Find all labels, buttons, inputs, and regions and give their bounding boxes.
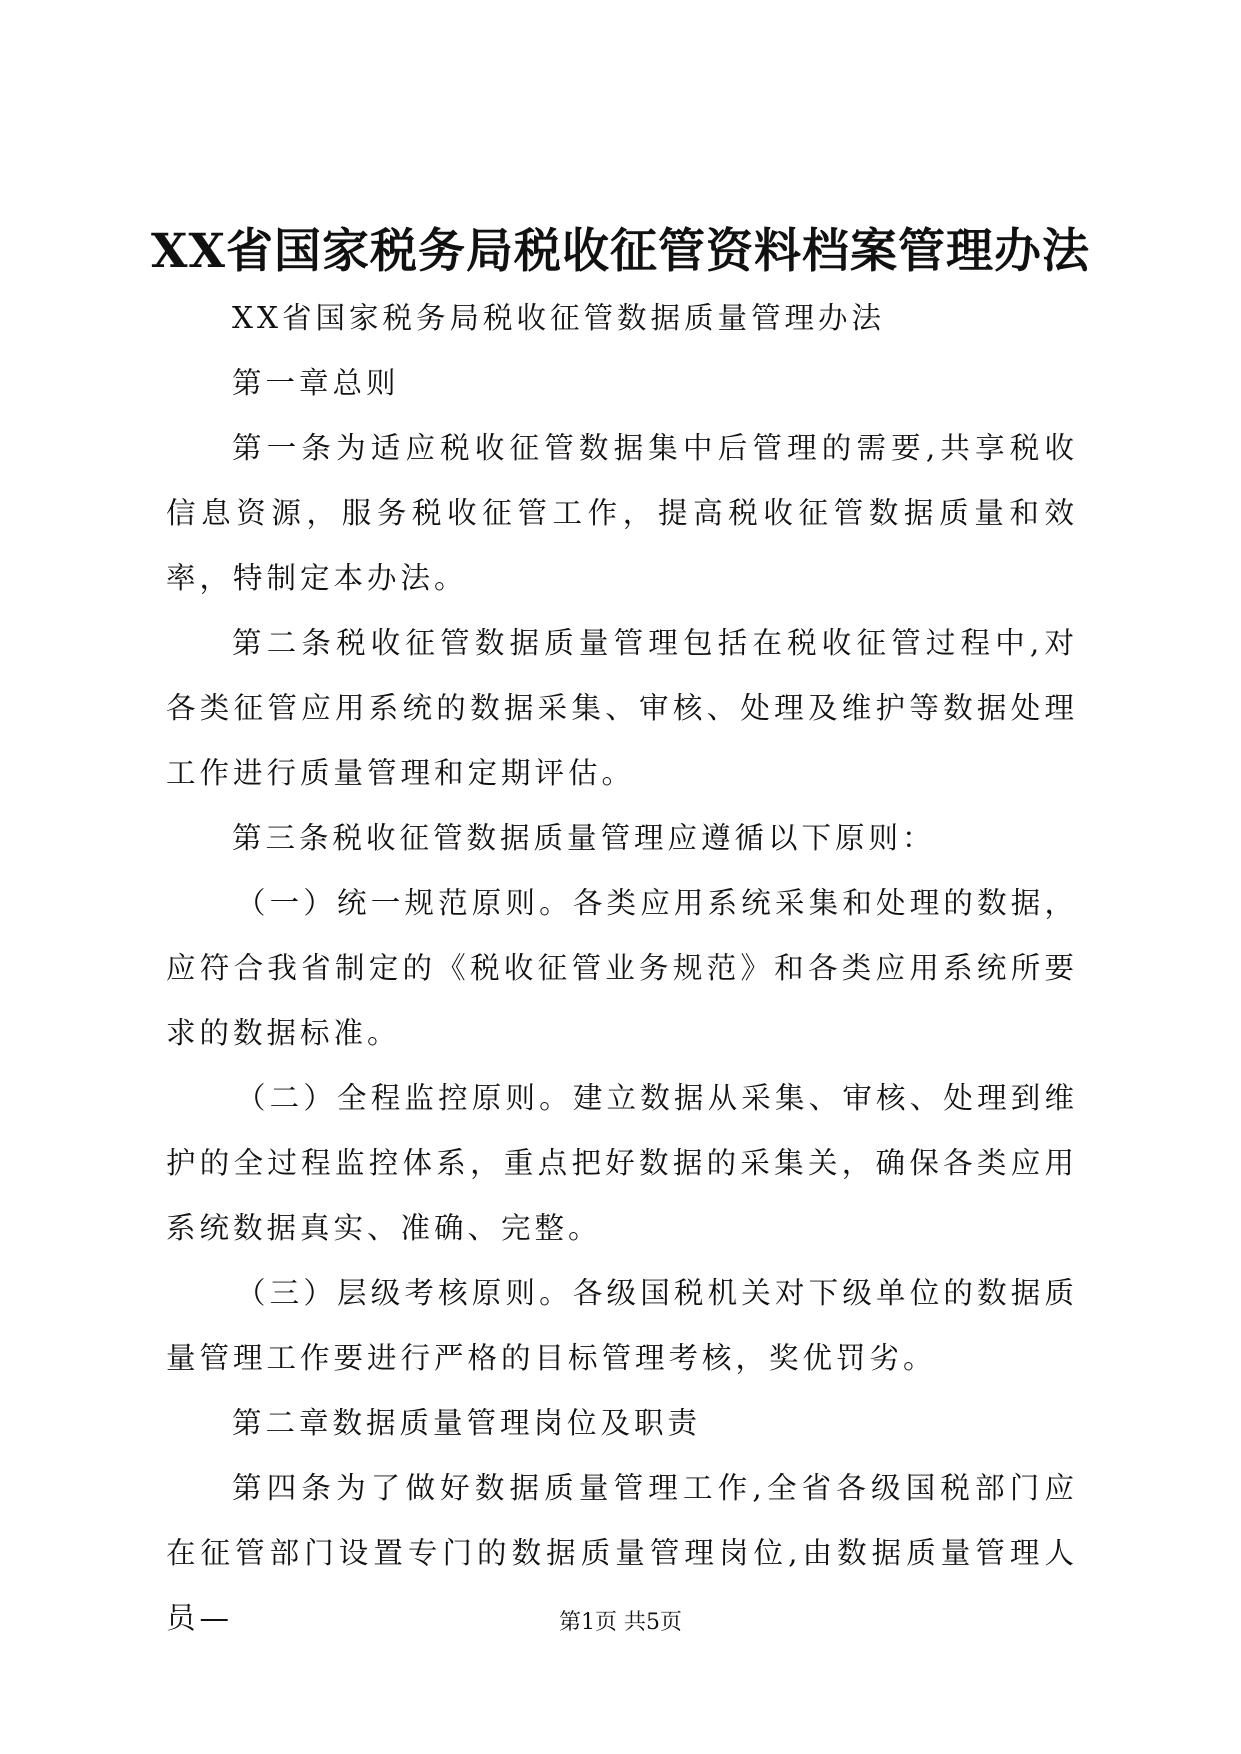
- chapter-heading: 第二章数据质量管理岗位及职责: [232, 1406, 702, 1440]
- page-number: 第1页 共5页: [559, 1610, 682, 1635]
- article-paragraph: 第三条税收征管数据质量管理应遵循以下原则：: [232, 821, 936, 855]
- chapter-heading: 第一章总则: [232, 366, 400, 400]
- principle-item: （二）全程监控原则。建立数据从采集、审核、处理到维护的全过程监控体系，重点把好数据的采集关，确保各类应用系统数据真实、准确、完整。: [166, 1081, 1078, 1245]
- document-title: XX省国家税务局税收征管资料档案管理办法: [151, 224, 1090, 279]
- principle-item: （一）统一规范原则。各类应用系统采集和处理的数据，应符合我省制定的《税收征管业务规范》和各类应用系统所要求的数据标准。: [166, 886, 1078, 1050]
- article-paragraph: 第二条税收征管数据质量管理包括在税收征管过程中,对各类征管应用系统的数据采集、审核、处理及维护等数据处理工作进行质量管理和定期评估。: [166, 626, 1078, 790]
- article-paragraph: 第一条为适应税收征管数据集中后管理的需要,共享税收信息资源，服务税收征管工作，提高税收征管数据质量和效率，特制定本办法。: [166, 431, 1078, 595]
- subtitle-paragraph: XX省国家税务局税收征管数据质量管理办法: [232, 301, 886, 335]
- article-paragraph: 第四条为了做好数据质量管理工作,全省各级国税部门应在征管部门设置专门的数据质量管理岗位,由数据质量管理人员—: [166, 1471, 1078, 1635]
- document-body: [166, 286, 1078, 1651]
- principle-item: （三）层级考核原则。各级国税机关对下级单位的数据质量管理工作要进行严格的目标管理考核，奖优罚劣。: [166, 1276, 1078, 1375]
